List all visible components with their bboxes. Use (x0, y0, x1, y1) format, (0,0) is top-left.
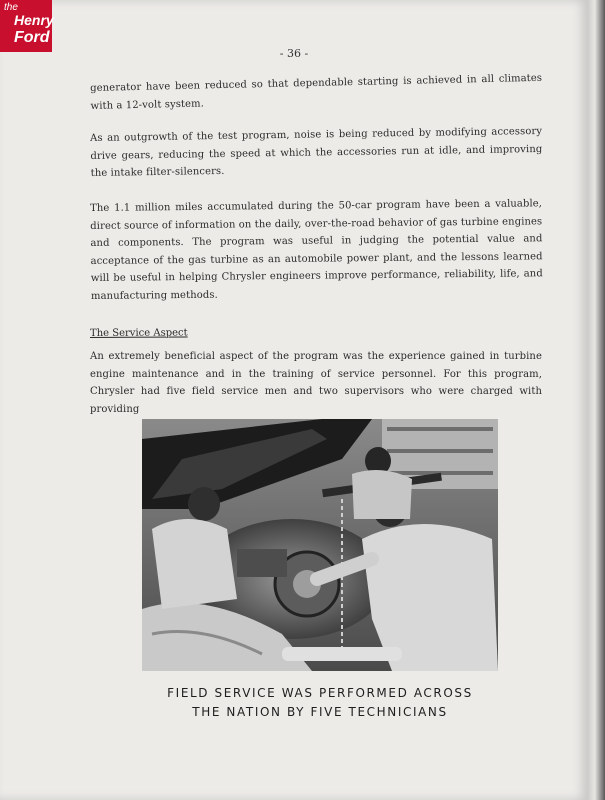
caption-line-2: THE NATION BY FIVE TECHNICIANS (192, 705, 448, 719)
logo-ford: Ford (14, 29, 50, 46)
paragraph-3: The 1.1 million miles accumulated during the 50-car program have been a valuable, direct source of information on the daily, over-the-road behavior of gas turbine engines and components. The program was useful in judging the potential value and acceptance of the gas turbine as an automobile power plant, and the lessons learned will be useful in helping Chrysler engineers improve performance, reliability, life, and manufacturing methods. (90, 198, 543, 302)
logo-the: the (4, 2, 18, 13)
paragraph-2: As an outgrowth of the test program, noise is being reduced by modifying accessory drive gears, reducing the speed at which the accessories run at idle, and improving the intake filter-silencers. (90, 125, 543, 179)
section-heading: The Service Aspect (90, 327, 188, 339)
section-paragraph: An extremely beneficial aspect of the program was the experience gained in turbine engine maintenance and in the training of service personnel. For this program, Chrysler had five field service men and two supervisors who were charged with providing (90, 351, 542, 415)
page-edge (588, 0, 605, 800)
technicians-photo (142, 419, 498, 671)
photo-illustration (142, 419, 498, 671)
logo-henry: Henry (14, 12, 54, 28)
caption-line-1: FIELD SERVICE WAS PERFORMED ACROSS (167, 686, 473, 700)
henry-ford-logo (0, 0, 52, 52)
page-number: - 36 - (279, 47, 309, 60)
paragraph-1: generator have been reduced so that dependable starting is achieved in all climates with a 12-volt system. (90, 72, 543, 112)
